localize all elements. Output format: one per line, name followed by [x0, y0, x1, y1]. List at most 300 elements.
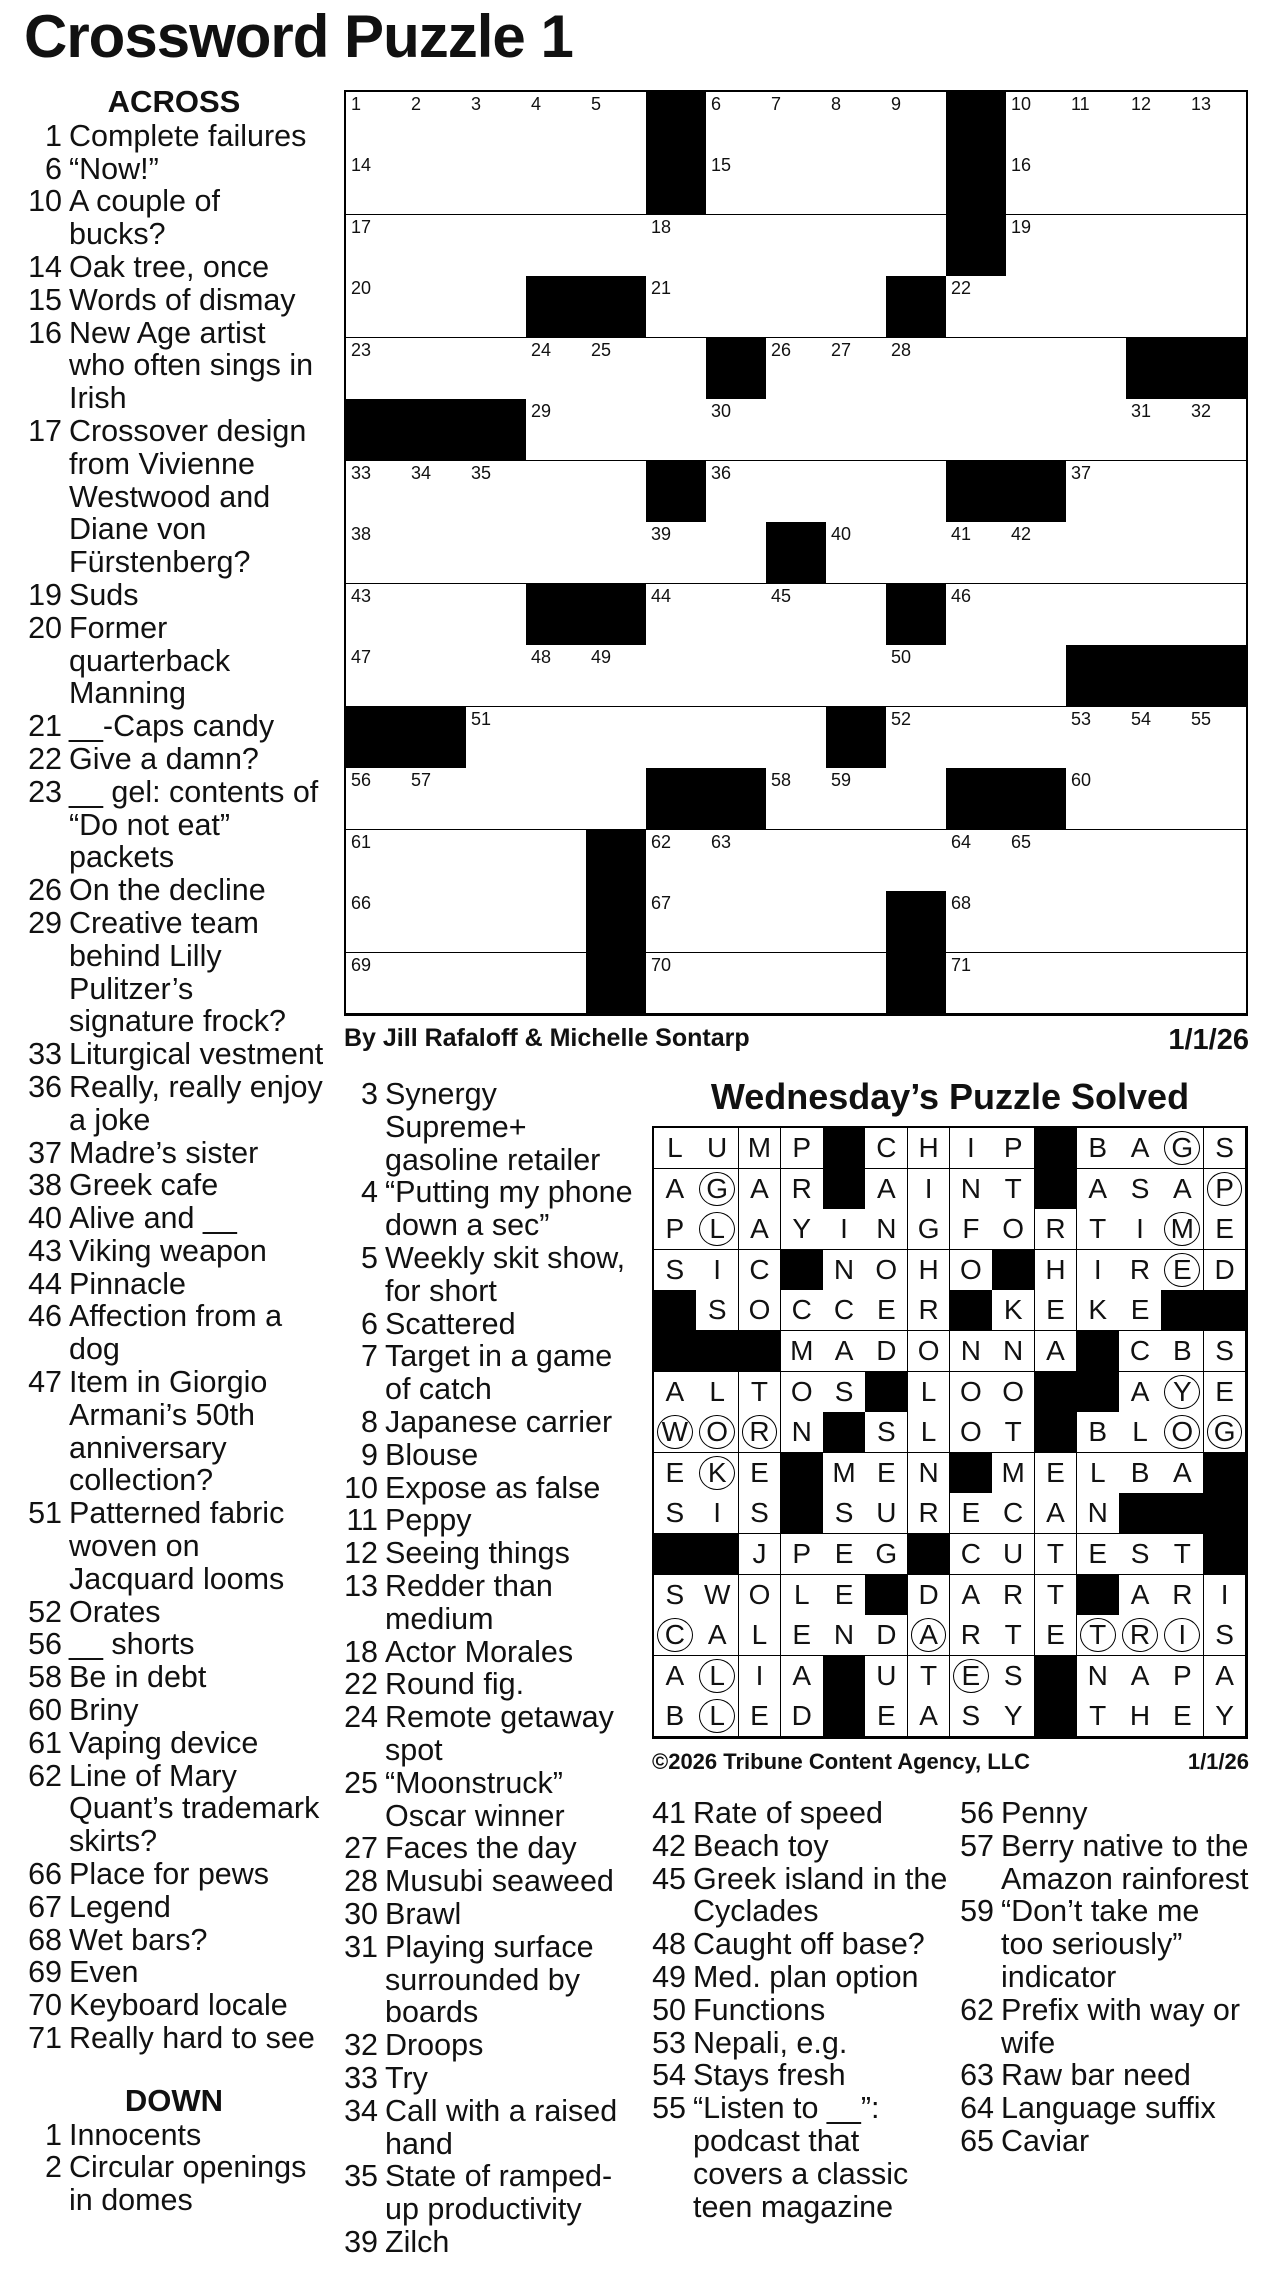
grid-cell[interactable] [1066, 522, 1127, 584]
clue-number: 39 [344, 2224, 378, 2259]
cell-number: 48 [531, 647, 552, 668]
black-square [406, 399, 467, 461]
solution-cell [992, 1128, 1035, 1169]
grid-cell[interactable] [646, 891, 707, 953]
grid-cell[interactable] [586, 92, 647, 154]
grid-cell[interactable] [346, 215, 407, 277]
cell-number: 64 [951, 831, 972, 852]
grid-cell[interactable] [1126, 276, 1187, 338]
grid-cell[interactable] [466, 830, 527, 892]
solution-letter: C [960, 1538, 981, 1569]
grid-cell[interactable] [646, 830, 707, 892]
grid-cell[interactable] [1126, 215, 1187, 277]
solution-cell [865, 1169, 908, 1210]
grid-cell[interactable] [646, 645, 707, 707]
solution-cell [992, 1209, 1035, 1250]
grid-cell[interactable] [766, 707, 827, 769]
clue-number: 48 [652, 1927, 686, 1962]
grid-cell[interactable] [886, 830, 947, 892]
grid-cell[interactable] [946, 891, 1007, 953]
grid-cell[interactable] [826, 522, 887, 584]
black-square [466, 399, 527, 461]
grid-cell[interactable] [766, 92, 827, 154]
grid-cell[interactable] [526, 399, 587, 461]
solution-letter: H [1045, 1253, 1066, 1285]
solution-cell [1077, 1412, 1120, 1453]
cell-number: 63 [711, 831, 732, 852]
grid-cell[interactable] [1186, 830, 1247, 892]
grid-cell[interactable] [886, 768, 947, 830]
grid-cell[interactable] [1126, 399, 1187, 461]
clue-number: 24 [344, 1700, 378, 1735]
solution-cell [865, 1331, 908, 1372]
grid-cell[interactable] [706, 891, 767, 953]
solution-black-square [739, 1331, 782, 1372]
grid-cell[interactable] [826, 399, 887, 461]
grid-cell[interactable] [766, 338, 827, 400]
grid-cell[interactable] [346, 830, 407, 892]
grid-cell[interactable] [1006, 522, 1067, 584]
solution-letter: S [834, 1497, 854, 1529]
grid-cell[interactable] [886, 153, 947, 215]
grid-cell[interactable] [466, 522, 527, 584]
grid-cell[interactable] [946, 645, 1007, 707]
solution-letter: O [748, 1294, 771, 1326]
clue-text: Actor Morales [385, 1634, 574, 1669]
solution-cell [739, 1128, 782, 1169]
grid-cell[interactable] [406, 92, 467, 154]
grid-cell[interactable] [406, 830, 467, 892]
grid-cell[interactable] [706, 92, 767, 154]
clue-number: 52 [28, 1594, 62, 1629]
grid-cell[interactable] [526, 153, 587, 215]
grid-cell[interactable] [826, 338, 887, 400]
solution-letter: D [791, 1700, 812, 1732]
grid-cell[interactable] [406, 645, 467, 707]
grid-cell[interactable] [406, 215, 467, 277]
grid-cell[interactable] [346, 153, 407, 215]
grid-cell[interactable] [826, 461, 887, 523]
grid-cell[interactable] [1186, 891, 1247, 953]
grid-cell[interactable] [586, 215, 647, 277]
grid-cell[interactable] [526, 768, 587, 830]
solution-letter: T [1004, 1416, 1022, 1448]
grid-cell[interactable] [1186, 276, 1247, 338]
solution-cell [1119, 1696, 1162, 1737]
grid-cell[interactable] [1006, 707, 1067, 769]
grid-cell[interactable] [766, 830, 827, 892]
grid-cell[interactable] [586, 645, 647, 707]
solution-cell [1161, 1656, 1204, 1697]
cell-number: 30 [711, 401, 732, 422]
grid-cell[interactable] [1186, 399, 1247, 461]
grid-cell[interactable] [586, 338, 647, 400]
grid-cell[interactable] [1066, 92, 1127, 154]
grid-cell[interactable] [1186, 584, 1247, 646]
clue-number: 65 [960, 2123, 994, 2158]
grid-cell[interactable] [766, 953, 827, 1015]
grid-cell[interactable] [346, 584, 407, 646]
grid-cell[interactable] [1126, 92, 1187, 154]
grid-cell[interactable] [526, 707, 587, 769]
grid-cell[interactable] [1066, 338, 1127, 400]
grid-cell[interactable] [466, 461, 527, 523]
grid-cell[interactable] [706, 399, 767, 461]
grid-cell[interactable] [946, 953, 1007, 1015]
grid-cell[interactable] [466, 645, 527, 707]
solution-letter: E [961, 1659, 981, 1691]
solution-black-square [1204, 1534, 1247, 1575]
clue-text: Really hard to see [69, 2021, 315, 2056]
grid-cell[interactable] [706, 584, 767, 646]
clue-text: Affection from a dog [69, 1299, 283, 1367]
grid-cell[interactable] [946, 830, 1007, 892]
grid-cell[interactable] [706, 215, 767, 277]
grid-cell[interactable] [706, 707, 767, 769]
grid-cell[interactable] [766, 768, 827, 830]
grid-cell[interactable] [826, 92, 887, 154]
grid-cell[interactable] [706, 645, 767, 707]
solution-letter: O [875, 1253, 898, 1285]
clue-item [24, 251, 324, 284]
clue-text: Place for pews [69, 1857, 270, 1892]
grid-cell[interactable] [646, 522, 707, 584]
clue-number: 47 [28, 1365, 62, 1400]
solution-black-square [1035, 1696, 1078, 1737]
grid-cell[interactable] [1186, 522, 1247, 584]
grid-cell[interactable] [586, 153, 647, 215]
grid-cell[interactable] [526, 92, 587, 154]
solution-letter: L [793, 1578, 810, 1610]
grid-cell[interactable] [1066, 584, 1127, 646]
solution-black-square [1077, 1331, 1120, 1372]
grid-cell[interactable] [946, 338, 1007, 400]
grid-cell[interactable] [826, 215, 887, 277]
grid-cell[interactable] [646, 399, 707, 461]
grid-cell[interactable] [706, 276, 767, 338]
grid-cell[interactable] [1126, 830, 1187, 892]
solution-black-square [1035, 1412, 1078, 1453]
grid-cell[interactable] [346, 768, 407, 830]
grid-cell[interactable] [646, 953, 707, 1015]
grid-cell[interactable] [826, 276, 887, 338]
grid-cell[interactable] [1066, 153, 1127, 215]
grid-cell[interactable] [706, 830, 767, 892]
grid-cell[interactable] [1006, 215, 1067, 277]
grid-cell[interactable] [1006, 584, 1067, 646]
grid-cell[interactable] [1066, 461, 1127, 523]
grid-cell[interactable] [1006, 830, 1067, 892]
grid-cell[interactable] [1126, 584, 1187, 646]
circle-marker [1080, 1618, 1116, 1652]
grid-cell[interactable] [346, 92, 407, 154]
clue-number: 30 [344, 1896, 378, 1931]
grid-cell[interactable] [406, 461, 467, 523]
grid-cell[interactable] [466, 92, 527, 154]
grid-cell[interactable] [886, 399, 947, 461]
grid-cell[interactable] [466, 953, 527, 1015]
grid-cell[interactable] [586, 399, 647, 461]
grid-cell[interactable] [706, 953, 767, 1015]
grid-cell[interactable] [946, 707, 1007, 769]
grid-cell[interactable] [346, 953, 407, 1015]
grid-cell[interactable] [946, 584, 1007, 646]
solution-cell [950, 1250, 993, 1291]
clue-item [24, 1137, 324, 1170]
grid-cell[interactable] [766, 215, 827, 277]
grid-cell[interactable] [946, 276, 1007, 338]
grid-cell[interactable] [826, 584, 887, 646]
grid-cell[interactable] [526, 461, 587, 523]
solution-black-square [950, 1290, 993, 1331]
grid-cell[interactable] [1186, 215, 1247, 277]
grid-cell[interactable] [466, 338, 527, 400]
grid-cell[interactable] [406, 953, 467, 1015]
grid-cell[interactable] [646, 707, 707, 769]
grid-cell[interactable] [886, 215, 947, 277]
solution-letter: N [876, 1213, 897, 1245]
cell-number: 3 [471, 94, 482, 114]
clue-number: 2 [45, 2150, 62, 2185]
grid-cell[interactable] [1006, 399, 1067, 461]
grid-cell[interactable] [766, 276, 827, 338]
solution-cell [781, 1615, 824, 1656]
clue-item [24, 1071, 324, 1137]
solution-cell [908, 1412, 951, 1453]
grid-cell[interactable] [1006, 891, 1067, 953]
solution-cell [908, 1331, 951, 1372]
grid-cell[interactable] [1066, 768, 1127, 830]
grid-cell[interactable] [886, 522, 947, 584]
grid-cell[interactable] [1006, 92, 1067, 154]
grid-cell[interactable] [346, 338, 407, 400]
grid-cell[interactable] [1006, 953, 1067, 1015]
grid-cell[interactable] [1186, 953, 1247, 1015]
solution-cell [654, 1169, 697, 1210]
grid-cell[interactable] [1006, 338, 1067, 400]
grid-cell[interactable] [826, 645, 887, 707]
solution-cell [950, 1169, 993, 1210]
grid-cell[interactable] [346, 891, 407, 953]
grid-cell[interactable] [1066, 830, 1127, 892]
grid-cell[interactable] [826, 891, 887, 953]
cell-number: 53 [1071, 708, 1092, 729]
grid-cell[interactable] [646, 276, 707, 338]
grid-cell[interactable] [946, 399, 1007, 461]
solution-letter: P [792, 1132, 812, 1163]
grid-cell[interactable] [706, 153, 767, 215]
grid-cell[interactable] [646, 338, 707, 400]
grid-cell[interactable] [466, 707, 527, 769]
clue-text: Keyboard locale [69, 1988, 288, 2023]
solution-letter: N [1003, 1335, 1024, 1366]
grid-cell[interactable] [586, 768, 647, 830]
clue-number: 45 [652, 1861, 686, 1896]
clue-item [24, 776, 324, 874]
solution-cell [1204, 1575, 1247, 1616]
clue-item [24, 1661, 324, 1694]
solution-black-square [1204, 1493, 1247, 1534]
grid-cell[interactable] [526, 522, 587, 584]
clue-number: 19 [28, 577, 62, 612]
grid-cell[interactable] [1006, 276, 1067, 338]
grid-cell[interactable] [1186, 707, 1247, 769]
solution-cell [950, 1412, 993, 1453]
grid-cell[interactable] [1126, 461, 1187, 523]
grid-cell[interactable] [466, 215, 527, 277]
solution-black-square [823, 1656, 866, 1697]
black-square [1186, 645, 1247, 707]
solution-cell [781, 1169, 824, 1210]
grid-cell[interactable] [886, 707, 947, 769]
grid-cell[interactable] [466, 153, 527, 215]
grid-cell[interactable] [1066, 399, 1127, 461]
grid-cell[interactable] [766, 891, 827, 953]
solution-cell [1077, 1493, 1120, 1534]
grid-cell[interactable] [1186, 92, 1247, 154]
grid-cell[interactable] [1186, 153, 1247, 215]
solution-cell [908, 1250, 951, 1291]
cell-number: 57 [411, 770, 432, 791]
clue-item [652, 1830, 948, 1863]
grid-cell[interactable] [766, 399, 827, 461]
solution-letter: A [834, 1335, 854, 1366]
grid-cell[interactable] [526, 338, 587, 400]
grid-cell[interactable] [1186, 461, 1247, 523]
grid-cell[interactable] [1066, 891, 1127, 953]
grid-cell[interactable] [1066, 953, 1127, 1015]
grid-cell[interactable] [886, 92, 947, 154]
clue-text: “Listen to __”: podcast that covers a classic teen magazine [693, 2091, 909, 2224]
solution-cell [823, 1534, 866, 1575]
clue-item [24, 907, 324, 1038]
clue-text: Circular openings in domes [69, 2150, 307, 2218]
grid-cell[interactable] [886, 338, 947, 400]
clue-item [344, 1865, 644, 1898]
grid-cell[interactable] [826, 153, 887, 215]
solution-cell [1204, 1656, 1247, 1697]
grid-cell[interactable] [1006, 645, 1067, 707]
solution-cell [823, 1331, 866, 1372]
grid-cell[interactable] [1066, 707, 1127, 769]
grid-cell[interactable] [886, 645, 947, 707]
grid-cell[interactable] [466, 584, 527, 646]
solution-letter: T [750, 1375, 768, 1407]
grid-cell[interactable] [406, 338, 467, 400]
grid-cell[interactable] [646, 584, 707, 646]
solution-letter: A [707, 1619, 727, 1651]
solution-cell [696, 1250, 739, 1291]
solution-letter: R [1172, 1578, 1193, 1610]
grid-cell[interactable] [1126, 891, 1187, 953]
clue-number: 35 [344, 2159, 378, 2194]
grid-cell[interactable] [346, 461, 407, 523]
clue-item [24, 612, 324, 710]
grid-cell[interactable] [766, 153, 827, 215]
grid-cell[interactable] [826, 768, 887, 830]
grid-cell[interactable] [586, 707, 647, 769]
grid-cell[interactable] [466, 768, 527, 830]
grid-cell[interactable] [406, 522, 467, 584]
clue-number: 42 [652, 1828, 686, 1863]
grid-cell[interactable] [346, 276, 407, 338]
solution-cell [908, 1209, 951, 1250]
solution-cell [865, 1534, 908, 1575]
grid-cell[interactable] [706, 461, 767, 523]
grid-cell[interactable] [646, 215, 707, 277]
across-clues [24, 86, 324, 2217]
grid-cell[interactable] [406, 276, 467, 338]
circle-marker [1207, 1172, 1243, 1206]
grid-cell[interactable] [406, 584, 467, 646]
grid-cell[interactable] [466, 891, 527, 953]
grid-cell[interactable] [1126, 768, 1187, 830]
grid-cell[interactable] [466, 276, 527, 338]
grid-cell[interactable] [826, 953, 887, 1015]
grid-cell[interactable] [766, 461, 827, 523]
cell-number: 49 [591, 647, 612, 668]
grid-cell[interactable] [526, 891, 587, 953]
grid-cell[interactable] [706, 522, 767, 584]
solution-cell [654, 1493, 697, 1534]
solution-cell [654, 1412, 697, 1453]
solution-letter: T [920, 1659, 938, 1691]
grid-cell[interactable] [1006, 153, 1067, 215]
cell-number: 69 [351, 954, 372, 975]
grid-cell[interactable] [526, 830, 587, 892]
clue-text: Round fig. [385, 1667, 525, 1702]
solution-letter: O [917, 1335, 940, 1366]
crossword-grid[interactable] [344, 90, 1248, 1016]
grid-cell[interactable] [1126, 522, 1187, 584]
grid-cell[interactable] [346, 522, 407, 584]
grid-cell[interactable] [526, 645, 587, 707]
grid-cell[interactable] [1126, 953, 1187, 1015]
grid-cell[interactable] [1126, 707, 1187, 769]
grid-cell[interactable] [406, 768, 467, 830]
grid-cell[interactable] [1126, 153, 1187, 215]
solution-cell [654, 1656, 697, 1697]
solution-letter: L [709, 1700, 725, 1732]
solution-letter: R [960, 1619, 981, 1651]
grid-cell[interactable] [946, 522, 1007, 584]
clue-number: 62 [960, 1992, 994, 2027]
solution-cell [1161, 1250, 1204, 1291]
clue-number: 64 [960, 2091, 994, 2126]
solution-cell [865, 1696, 908, 1737]
grid-cell[interactable] [586, 461, 647, 523]
grid-cell[interactable] [406, 153, 467, 215]
grid-cell[interactable] [1186, 768, 1247, 830]
clue-text: Greek island in the Cyclades [693, 1861, 948, 1929]
grid-cell[interactable] [766, 645, 827, 707]
grid-cell[interactable] [526, 215, 587, 277]
grid-cell[interactable] [586, 522, 647, 584]
clue-item [344, 1537, 644, 1570]
grid-cell[interactable] [1066, 215, 1127, 277]
clue-text: Musubi seaweed [385, 1864, 614, 1899]
solution-letter: Y [1172, 1375, 1192, 1407]
grid-cell[interactable] [1066, 276, 1127, 338]
grid-cell[interactable] [406, 891, 467, 953]
grid-cell[interactable] [526, 953, 587, 1015]
solution-black-square [1204, 1290, 1247, 1331]
grid-cell[interactable] [766, 584, 827, 646]
circle-marker [1164, 1618, 1200, 1652]
grid-cell[interactable] [886, 461, 947, 523]
grid-cell[interactable] [346, 645, 407, 707]
grid-cell[interactable] [826, 830, 887, 892]
